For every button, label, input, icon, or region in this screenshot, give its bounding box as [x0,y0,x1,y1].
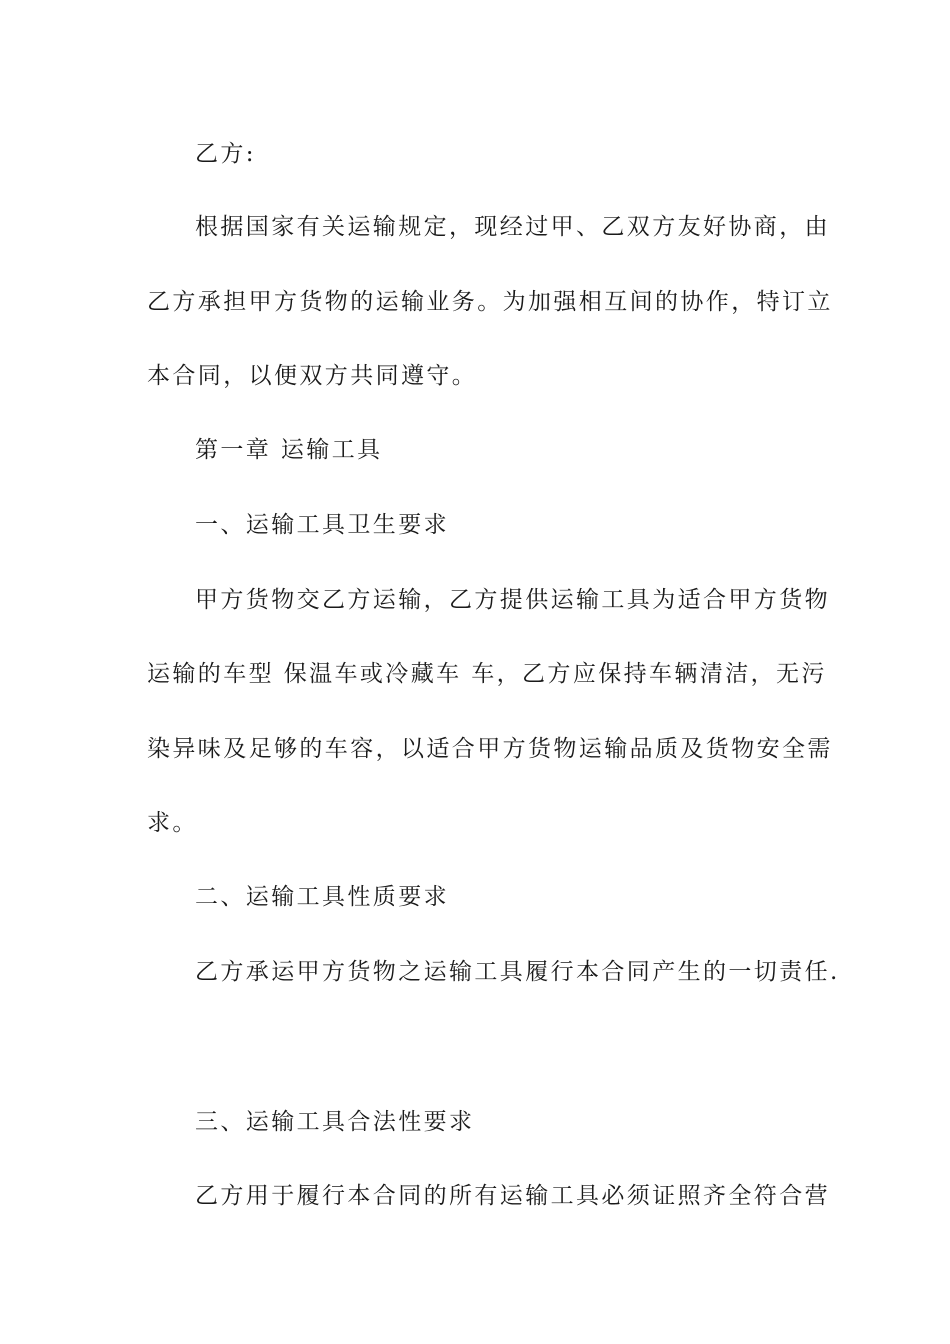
party-b-label: 乙方: [195,141,256,167]
section-heading-1: 一、运输工具卫生要求 [195,512,449,538]
section-1-line-3: 染异味及足够的车容，以适合甲方货物运输品质及货物安全需 [147,736,833,762]
preamble-line-2: 乙方承担甲方货物的运输业务。为加强相互间的协作，特订立 [147,289,833,315]
section-3-line-1: 乙方用于履行本合同的所有运输工具必须证照齐全符合营 [195,1183,830,1209]
chapter-heading: 第一章 运输工具 [195,437,383,463]
section-1-line-1: 甲方货物交乙方运输，乙方提供运输工具为适合甲方货物 [195,587,830,613]
section-heading-3: 三、运输工具合法性要求 [195,1109,475,1135]
section-1-line-2: 运输的车型 保温车或冷藏车 车，乙方应保持车辆清洁，无污 [147,661,827,687]
section-heading-2: 二、运输工具性质要求 [195,884,449,910]
preamble-line-3: 本合同，以便双方共同遵守。 [147,363,478,389]
section-2-line-1: 乙方承运甲方货物之运输工具履行本合同产生的一切责任. [195,959,840,985]
preamble-line-1: 根据国家有关运输规定，现经过甲、乙双方友好协商，由 [195,214,830,240]
section-1-line-4: 求。 [147,810,198,836]
